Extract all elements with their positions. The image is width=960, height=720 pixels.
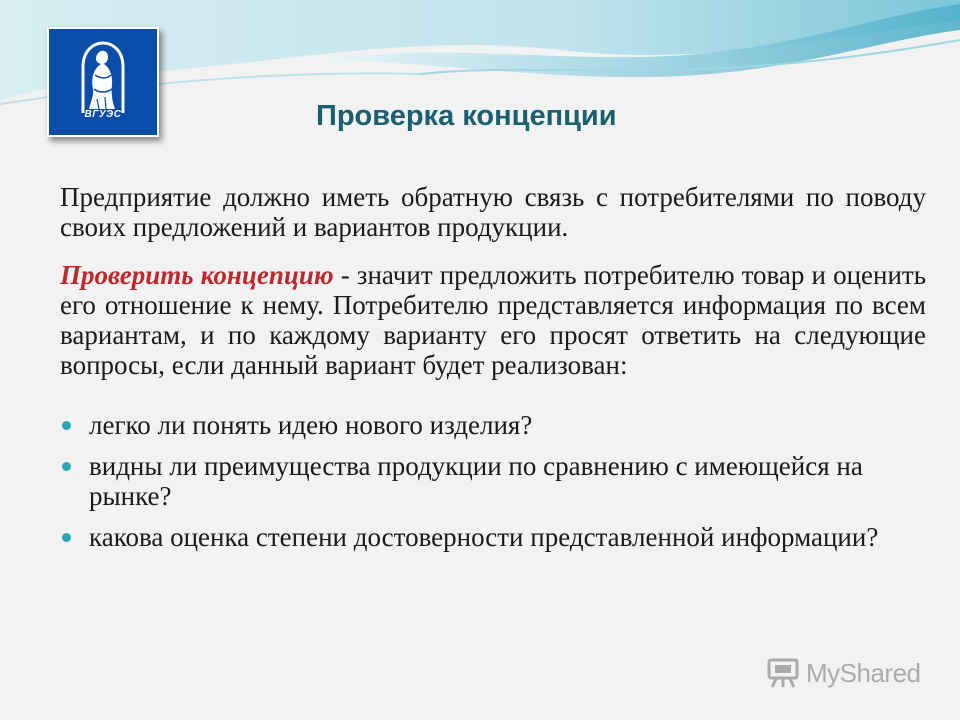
paragraph-feedback: Предприятие должно иметь обратную связь с потребителями по поводу своих предложений и вариантов продукции. [60,182,926,242]
bullet-dot-icon [62,533,71,542]
emphasis-term: Проверить концепцию [60,260,334,290]
list-item-text: видны ли преимущества продукции по сравнению с имеющейся на рынке? [89,451,863,511]
list-item [60,522,926,552]
slide-content [60,182,926,563]
slide-title: Проверка концепции [316,100,617,132]
bullet-dot-icon [62,421,71,430]
list-item-text: какова оценка степени достоверности представленной информации? [89,522,879,552]
bullet-dot-icon [62,462,71,471]
presentation-board-icon [766,657,800,689]
paragraph-definition [60,260,926,380]
university-logo [47,27,159,137]
list-item [60,451,926,511]
list-item [60,410,926,440]
watermark-text: MyShared [806,657,921,688]
watermark [766,656,921,690]
list-item-text: легко ли понять идею нового изделия? [89,410,533,440]
logo-text: ВГУЭС [84,109,122,120]
question-list [60,410,926,552]
definition-text: - значит предложить потребителю товар и оценить его отношение к нему. Потребителю представляется информация по всем вариантам, и по каждому варианту его просят ответить на следующие вопросы, если данный вариант будет реализован: [60,260,927,380]
